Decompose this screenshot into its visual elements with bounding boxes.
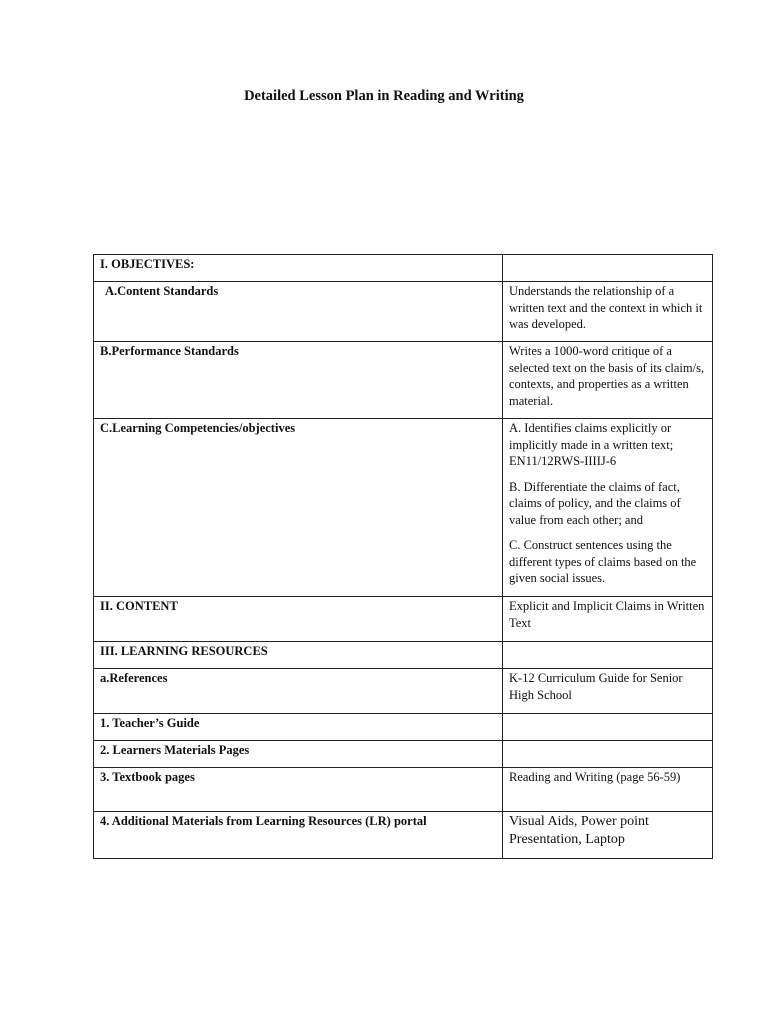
row-label-learning-competencies: C.Learning Competencies/objectives [94, 419, 503, 597]
row-value-additional-materials: Visual Aids, Power point Presentation, Laptop [503, 812, 713, 859]
row-label-textbook-pages: 3. Textbook pages [94, 768, 503, 812]
table-row-teachers-guide [94, 714, 713, 741]
table-row-references [94, 669, 713, 714]
row-value-learners-materials [503, 741, 713, 768]
row-value-learning-competencies [503, 419, 713, 597]
row-value-learning-resources [503, 642, 713, 669]
table-row-performance-standards [94, 342, 713, 419]
row-value-references: K-12 Curriculum Guide for Senior High School [503, 669, 713, 714]
row-label-references: a.References [94, 669, 503, 714]
row-label-teachers-guide: 1. Teacher’s Guide [94, 714, 503, 741]
row-label-content-standards: A.Content Standards [94, 282, 503, 342]
table-row-learning-resources [94, 642, 713, 669]
competency-c: C. Construct sentences using the different types of claims based on the given social issues. [509, 538, 697, 585]
row-label-learning-resources: III. LEARNING RESOURCES [94, 642, 503, 669]
table-row-objectives [94, 255, 713, 282]
row-label-learners-materials: 2. Learners Materials Pages [94, 741, 503, 768]
document-title: Detailed Lesson Plan in Reading and Writing [244, 88, 524, 104]
row-value-teachers-guide [503, 714, 713, 741]
row-label-objectives: I. OBJECTIVES: [94, 255, 503, 282]
row-value-content-standards: Understands the relationship of a written text and the context in which it was developed. [503, 282, 713, 342]
table-row-learning-competencies [94, 419, 713, 597]
row-label-content: II. CONTENT [94, 597, 503, 642]
table-row-learners-materials [94, 741, 713, 768]
row-value-objectives [503, 255, 713, 282]
row-value-textbook-pages: Reading and Writing (page 56-59) [503, 768, 713, 812]
table-row-additional-materials [94, 812, 713, 859]
table-row-content-standards [94, 282, 713, 342]
competency-b: B. Differentiate the claims of fact, claims of policy, and the claims of value from each other; and [509, 479, 681, 527]
competency-a: A. Identifies claims explicitly or implicitly made in a written text; EN11/12RWS-IIIIJ-6 [509, 421, 674, 468]
lesson-plan-table [93, 254, 713, 859]
row-value-content: Explicit and Implicit Claims in Written Text [503, 597, 713, 642]
row-label-additional-materials: 4. Additional Materials from Learning Resources (LR) portal [94, 812, 503, 859]
table-row-content [94, 597, 713, 642]
row-value-performance-standards: Writes a 1000-word critique of a selected text on the basis of its claim/s, contexts, and properties as a written material. [503, 342, 713, 419]
table-row-textbook-pages [94, 768, 713, 812]
row-label-performance-standards: B.Performance Standards [94, 342, 503, 419]
